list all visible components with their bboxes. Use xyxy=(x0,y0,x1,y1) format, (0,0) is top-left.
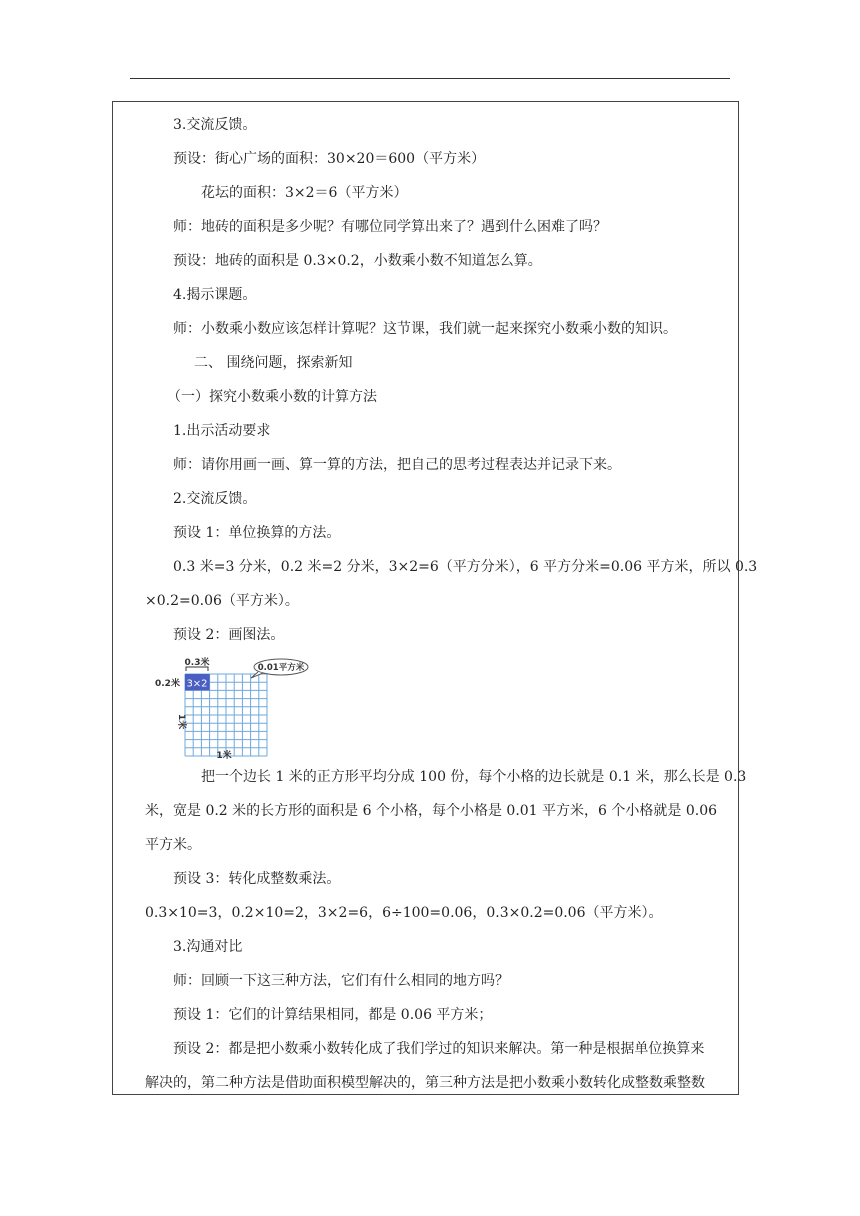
area-model-figure xyxy=(145,652,729,760)
explanation-paragraph xyxy=(145,760,747,862)
text-line: 把一个边长 1 米的正方形平均分成 100 份，每个小格的边长就是 0.1 米，那么长是 0.3 xyxy=(201,769,747,785)
bottom-label: 1米 xyxy=(216,751,232,760)
text-line: 4.揭示课题。 xyxy=(173,287,257,303)
cell-label: 3×2 xyxy=(186,678,208,690)
left-label: 0.2米 xyxy=(155,679,180,689)
text-line: 预设：地砖的面积是 0.3×0.2，小数乘小数不知道怎么算。 xyxy=(173,253,542,269)
text-line: 预设 1：单位换算的方法。 xyxy=(173,525,341,541)
text-line: 3.交流反馈。 xyxy=(173,117,257,133)
side-label: 1米 xyxy=(176,714,186,730)
subsection-heading: （一）探究小数乘小数的计算方法 xyxy=(167,389,377,405)
text-line: 平方米。 xyxy=(145,837,201,853)
lesson-content xyxy=(145,108,758,1100)
grid-diagram xyxy=(145,652,315,760)
text-line: 预设 1：它们的计算结果相同，都是 0.06 平方米； xyxy=(173,1007,493,1023)
text-line: 预设 2：画图法。 xyxy=(173,627,285,643)
text-line: 0.3 米=3 分米，0.2 米=2 分米，3×2=6（平方分米），6 平方分米=0.06 平方米，所以 0.3 xyxy=(173,559,758,575)
header-rule xyxy=(130,78,730,79)
text-line: 师：回顾一下这三种方法，它们有什么相同的地方吗？ xyxy=(173,973,509,989)
text-line: 2.交流反馈。 xyxy=(173,491,257,507)
text-line: 花坛的面积：3×2＝6（平方米） xyxy=(201,185,408,201)
section-heading: 二、 围绕问题，探索新知 xyxy=(194,355,353,371)
text-line: 米，宽是 0.2 米的长方形的面积是 6 个小格，每个小格是 0.01 平方米，6 个小格就是 0.06 xyxy=(145,803,718,819)
text-line: 师：请你用画一画、算一算的方法，把自己的思考过程表达并记录下来。 xyxy=(173,457,621,473)
lesson-table xyxy=(112,101,758,1095)
top-label: 0.3米 xyxy=(184,658,210,668)
text-line: ×0.2=0.06（平方米）。 xyxy=(145,593,299,609)
text-line: 0.3×10=3，0.2×10=2，3×2=6，6÷100=0.06，0.3×0.2=0.06（平方米）。 xyxy=(145,905,663,921)
text-line: 预设 2：都是把小数乘小数转化成了我们学过的知识来解决。第一种是根据单位换算来 xyxy=(173,1041,705,1057)
text-line: 1.出示活动要求 xyxy=(173,423,271,439)
text-line: 师：小数乘小数应该怎样计算呢？这节课，我们就一起来探究小数乘小数的知识。 xyxy=(173,321,677,337)
text-line: 预设：街心广场的面积：30×20＝600（平方米） xyxy=(173,151,486,167)
bubble-label: 0.01平方米 xyxy=(257,663,305,673)
text-line: 师：地砖的面积是多少呢？有哪位同学算出来了？遇到什么困难了吗？ xyxy=(173,219,607,235)
text-line: 3.沟通对比 xyxy=(173,939,243,955)
text-line: 预设 3：转化成整数乘法。 xyxy=(173,871,341,887)
text-line: 解决的，第二种方法是借助面积模型解决的，第三种方法是把小数乘小数转化成整数乘整数 xyxy=(145,1075,705,1091)
